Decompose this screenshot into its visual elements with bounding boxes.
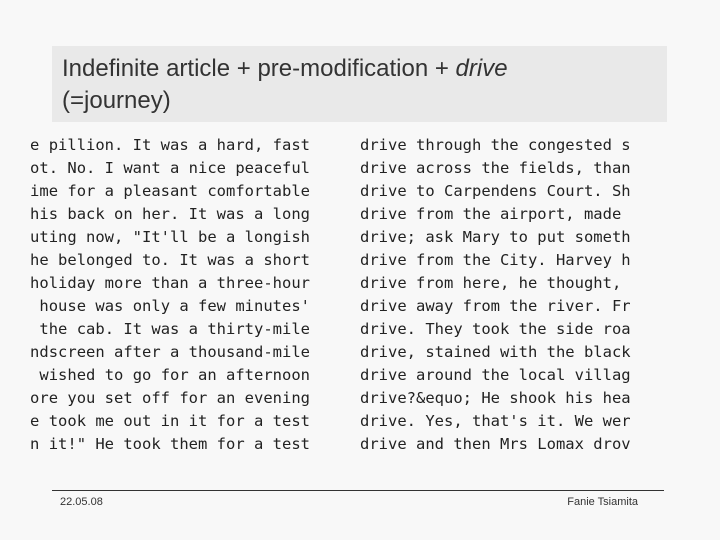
concordance-lines	[30, 134, 660, 456]
concordance-row	[30, 157, 660, 180]
concordance-right-context: drive through the congested s	[360, 136, 631, 154]
concordance-right-context: drive from here, he thought,	[360, 274, 622, 292]
footer-date: 22.05.08	[60, 496, 103, 508]
concordance-row	[30, 272, 660, 295]
concordance-row	[30, 226, 660, 249]
concordance-right-context: drive. They took the side roa	[360, 320, 631, 338]
concordance-right-context: drive, stained with the black	[360, 343, 631, 361]
concordance-left-context: wished to go for an afternoon	[39, 366, 310, 384]
concordance-row	[30, 341, 660, 364]
concordance-right-context: drive to Carpendens Court. Sh	[360, 182, 631, 200]
footer-author: Fanie Tsiamita	[567, 496, 638, 508]
concordance-row	[30, 180, 660, 203]
concordance-left-context: his back on her. It was a long	[30, 205, 310, 223]
concordance-left-context: ime for a pleasant comfortable	[30, 182, 310, 200]
title-line1-prefix: Indefinite article + pre-modification +	[62, 55, 456, 82]
concordance-left-context: n it!" He took them for a test	[30, 435, 310, 453]
concordance-right-context: drive and then Mrs Lomax drov	[360, 435, 631, 453]
concordance-right-context: drive; ask Mary to put someth	[360, 228, 631, 246]
concordance-right-context: drive from the City. Harvey h	[360, 251, 631, 269]
concordance-row	[30, 410, 660, 433]
concordance-row	[30, 134, 660, 157]
footer-divider	[52, 490, 664, 491]
concordance-row	[30, 203, 660, 226]
concordance-left-context: uting now, "It'll be a longish	[30, 228, 310, 246]
concordance-row	[30, 387, 660, 410]
concordance-row	[30, 433, 660, 456]
concordance-left-context: ot. No. I want a nice peaceful	[30, 159, 310, 177]
concordance-right-context: drive?&equo; He shook his hea	[360, 389, 631, 407]
concordance-row	[30, 249, 660, 272]
concordance-left-context: he belonged to. It was a short	[30, 251, 310, 269]
concordance-left-context: the cab. It was a thirty-mile	[39, 320, 310, 338]
concordance-left-context: e pillion. It was a hard, fast	[30, 136, 310, 154]
concordance-left-context: house was only a few minutes'	[39, 297, 310, 315]
concordance-right-context: drive across the fields, than	[360, 159, 631, 177]
title-italic-word: drive	[455, 55, 508, 82]
concordance-right-context: drive. Yes, that's it. We wer	[360, 412, 631, 430]
concordance-row	[39, 295, 660, 318]
concordance-right-context: drive from the airport, made	[360, 205, 622, 223]
concordance-row	[39, 318, 660, 341]
slide-title	[62, 53, 662, 117]
concordance-right-context: drive around the local villag	[360, 366, 631, 384]
concordance-row	[39, 364, 660, 387]
concordance-left-context: ndscreen after a thousand-mile	[30, 343, 310, 361]
concordance-left-context: holiday more than a three-hour	[30, 274, 310, 292]
concordance-left-context: ore you set off for an evening	[30, 389, 310, 407]
concordance-right-context: drive away from the river. Fr	[360, 297, 631, 315]
concordance-left-context: e took me out in it for a test	[30, 412, 310, 430]
title-line2: (=journey)	[62, 87, 171, 114]
